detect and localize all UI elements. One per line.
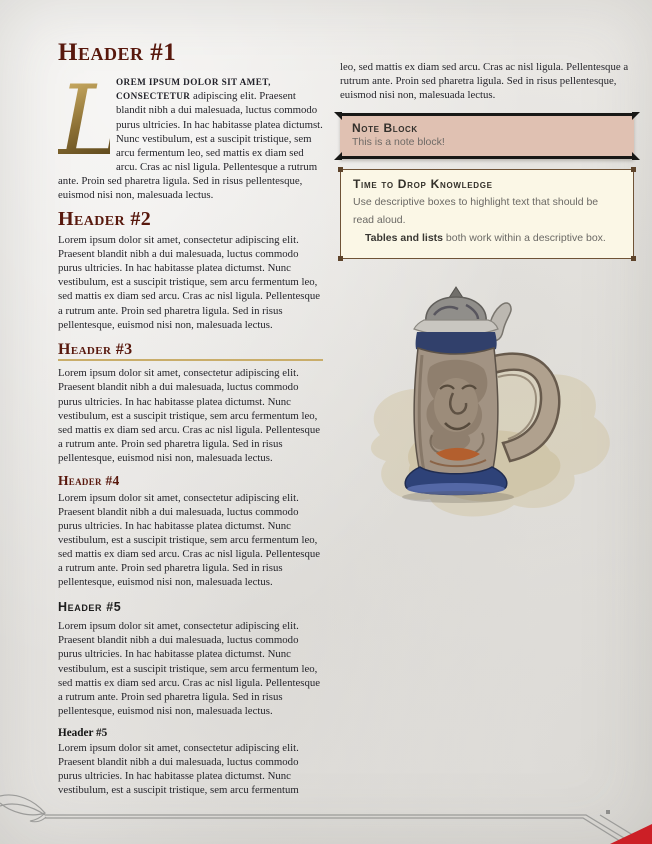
descriptive-box-corner-dot (631, 167, 636, 172)
paragraph: Lorem ipsum dolor sit amet, consectetur adipiscing elit. Praesent blandit nibh a dui malesuada, luctus commodo purus ultricies. In hac habitasse platea dictumst. Nunc vestibulum, est a suscipit tristique, sem arcu fermentum leo, sed mattis ex diam sed arcu. Cras ac nisl ligula. Pellentesque a rutrum ante. Proin sed pharetra ligula. Sed in risus pellentesque, euismod nisi non, malesuada lectus. (58, 491, 321, 589)
descriptive-box-title: Time to Drop Knowledge (353, 177, 493, 192)
header-5: Header #5 (58, 599, 122, 614)
overflow-paragraph: leo, sed mattis ex diam sed arcu. Cras ac nisl ligula. Pellentesque a rutrum ante. Proin sed pharetra ligula. Sed in risus pellentesque, euismod nisi non, malesuada lectus. (340, 61, 629, 102)
header-4: Header #4 (58, 473, 120, 488)
note-corner-wedge (632, 112, 640, 120)
stein-illustration (340, 285, 634, 530)
header-3: Header #3 (58, 341, 323, 362)
descriptive-box-body: Use descriptive boxes to highlight text that should be read aloud. (353, 196, 599, 226)
paragraph: Lorem ipsum dolor sit amet, consectetur adipiscing elit. Praesent blandit nibh a dui malesuada, luctus commodo purus ultricies. In hac habitasse platea dictumst. Nunc vestibulum, est a suscipit tristique, sem arcu fermentum leo, sed mattis ex diam sed arcu. Cras ac nisl ligula. Pellentesque a rutrum ante. Proin sed pharetra ligula. Sed in risus pellentesque, euismod nisi non, malesuada lectus. (58, 620, 321, 717)
note-corner-wedge (334, 112, 342, 120)
descriptive-box-corner-dot (631, 256, 636, 261)
note-corner-wedge (632, 152, 640, 160)
descriptive-box-emphasis-rest: both work within a descriptive box. (443, 231, 606, 244)
paragraph: Lorem ipsum dolor sit amet, consectetur adipiscing elit. Praesent blandit nibh a dui malesuada, luctus commodo purus ultricies. In hac habitasse platea dictumst. Nunc vestibulum, est a suscipit tristique, sem arcu fermentum leo, sed mattis ex diam sed arcu. Cras ac nisl ligula. Pellentesque a rutrum ante. Proin sed pharetra ligula. Sed in risus pellentesque, euismod nisi non, malesuada lectus. (58, 367, 321, 464)
note-block (340, 113, 634, 159)
descriptive-box (340, 169, 634, 259)
descriptive-box-line2 (353, 230, 621, 247)
header-6: Header #5 (58, 726, 108, 739)
left-column (58, 40, 323, 797)
note-block-body: This is a note block! (352, 136, 445, 149)
descriptive-box-corner-dot (338, 167, 343, 172)
lead-smallcaps-text: OREM IPSUM DOLOR SIT AMET, CONSECTETUR (116, 77, 271, 102)
paragraph-truncated: Lorem ipsum dolor sit amet, consectetur adipiscing elit. Praesent blandit nibh a dui malesuada, luctus commodo purus ultricies. In hac habitasse platea dictumst. Nunc vestibulum, est a suscipit tristique, sem arcu fermentum (58, 741, 299, 797)
descriptive-box-emphasis: Tables and lists (365, 231, 443, 244)
lead-paragraph (58, 65, 323, 202)
note-corner-wedge (334, 152, 342, 160)
descriptive-box-corner-dot (338, 256, 343, 261)
right-column (340, 60, 634, 530)
paragraph: Lorem ipsum dolor sit amet, consectetur adipiscing elit. Praesent blandit nibh a dui malesuada, luctus commodo purus ultricies. In hac habitasse platea dictumst. Nunc vestibulum, est a suscipit tristique, sem arcu fermentum leo, sed mattis ex diam sed arcu. Cras ac nisl ligula. Pellentesque a rutrum ante. Proin sed pharetra ligula. Sed in risus pellentesque, euismod nisi non, malesuada lectus. (58, 234, 321, 331)
drop-cap-letter: L (58, 65, 122, 178)
header-2: Header #2 (58, 208, 152, 231)
lead-body-text: adipiscing elit. Praesent blandit nibh a dui malesuada, luctus commodo purus ultricies. In hac habitasse platea dictumst. Nunc vestibulum, est a suscipit tristique, sem arcu fermentum leo, sed mattis ex diam sed arcu. Cras ac nisl ligula. Pellentesque a rutrum ante. Proin sed pharetra ligula. Sed in risus pellentesque, euismod nisi non, malesuada lectus. (58, 90, 323, 201)
header-1: Header #1 (58, 39, 177, 66)
note-block-title: Note Block (352, 121, 418, 136)
beer-stein-image (340, 285, 634, 530)
footer-ornament (0, 790, 652, 844)
